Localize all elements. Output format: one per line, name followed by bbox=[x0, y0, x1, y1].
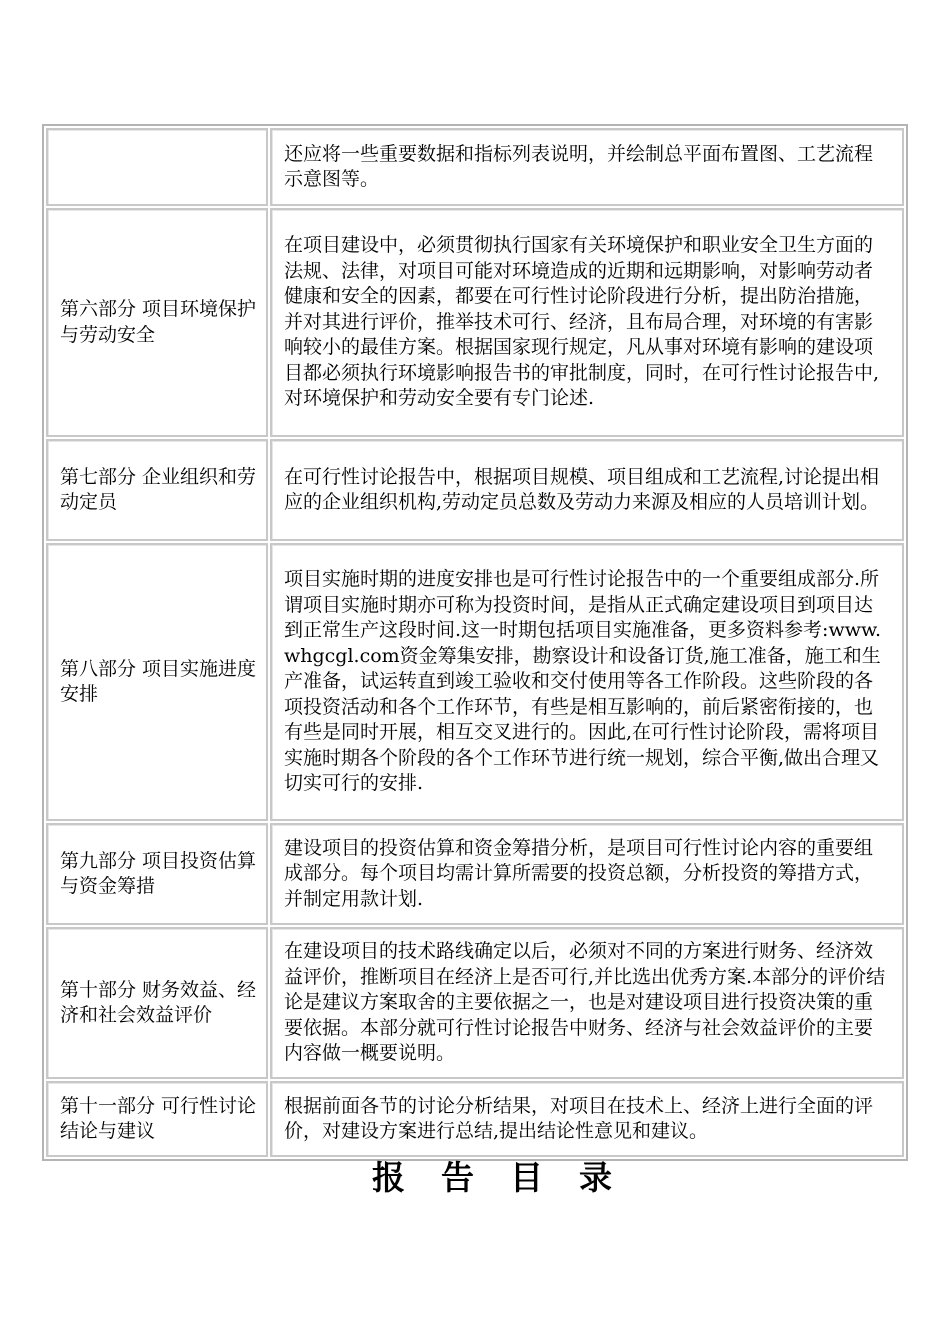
table-row bbox=[46, 439, 904, 541]
table-row bbox=[46, 128, 904, 206]
report-table bbox=[44, 126, 906, 1159]
report-table-frame bbox=[42, 124, 908, 1161]
section-content: 在可行性讨论报告中，根据项目规模、项目组成和工艺流程,讨论提出相应的企业组织机构,劳动定员总数及劳动力来源及相应的人员培训计划。 bbox=[270, 439, 904, 541]
section-label: 第八部分 项目实施进度安排 bbox=[46, 543, 268, 821]
table-row bbox=[46, 543, 904, 821]
section-content: 在建设项目的技术路线确定以后，必须对不同的方案进行财务、经济效益评价，推断项目在经济上是否可行,并比选出优秀方案.本部分的评价结论是建议方案取舍的主要依据之一，也是对建设项目进行投资决策的重要依据。本部分就可行性讨论报告中财务、经济与社会效益评价的主要内容做一概要说明。 bbox=[270, 927, 904, 1079]
section-label: 第十部分 财务效益、经济和社会效益评价 bbox=[46, 927, 268, 1079]
table-row bbox=[46, 927, 904, 1079]
section-label: 第七部分 企业组织和劳动定员 bbox=[46, 439, 268, 541]
section-label: 第六部分 项目环境保护与劳动安全 bbox=[46, 208, 268, 437]
table-row bbox=[46, 823, 904, 925]
section-content: 根据前面各节的讨论分析结果，对项目在技术上、经济上进行全面的评价，对建设方案进行总结,提出结论性意见和建议。 bbox=[270, 1081, 904, 1157]
section-label: 第十一部分 可行性讨论结论与建议 bbox=[46, 1081, 268, 1157]
section-content: 建设项目的投资估算和资金筹措分析，是项目可行性讨论内容的重要组成部分。每个项目均需计算所需要的投资总额，分析投资的筹措方式，并制定用款计划. bbox=[270, 823, 904, 925]
table-row bbox=[46, 208, 904, 437]
section-label: 第九部分 项目投资估算与资金筹措 bbox=[46, 823, 268, 925]
section-content: 还应将一些重要数据和指标列表说明，并绘制总平面布置图、工艺流程示意图等。 bbox=[270, 128, 904, 206]
section-content: 在项目建设中，必须贯彻执行国家有关环境保护和职业安全卫生方面的法规、法律，对项目可能对环境造成的近期和远期影响，对影响劳动者健康和安全的因素，都要在可行性讨论阶段进行分析，提出防治措施，并对其进行评价，推举技术可行、经济，且布局合理，对环境的有害影响较小的最佳方案。根据国家现行规定，凡从事对环境有影响的建设项目都必须执行环境影响报告书的审批制度，同时，在可行性讨论报告中,对环境保护和劳动安全要有专门论述. bbox=[270, 208, 904, 437]
section-label bbox=[46, 128, 268, 206]
report-contents-title: 报告目录 bbox=[372, 1158, 648, 1197]
table-row bbox=[46, 1081, 904, 1157]
section-content: 项目实施时期的进度安排也是可行性讨论报告中的一个重要组成部分.所谓项目实施时期亦可称为投资时间，是指从正式确定建设项目到项目达到正常生产这段时间.这一时期包括项目实施准备，更多资料参考:www.whgcgl.com资金筹集安排，勘察设计和设备订货,施工准备，施工和生产准备，试运转直到竣工验收和交付使用等各工作阶段。这些阶段的各项投资活动和各个工作环节，有些是相互影响的，前后紧密衔接的，也有些是同时开展，相互交叉进行的。因此,在可行性讨论阶段，需将项目实施时期各个阶段的各个工作环节进行统一规划，综合平衡,做出合理又切实可行的安排. bbox=[270, 543, 904, 821]
